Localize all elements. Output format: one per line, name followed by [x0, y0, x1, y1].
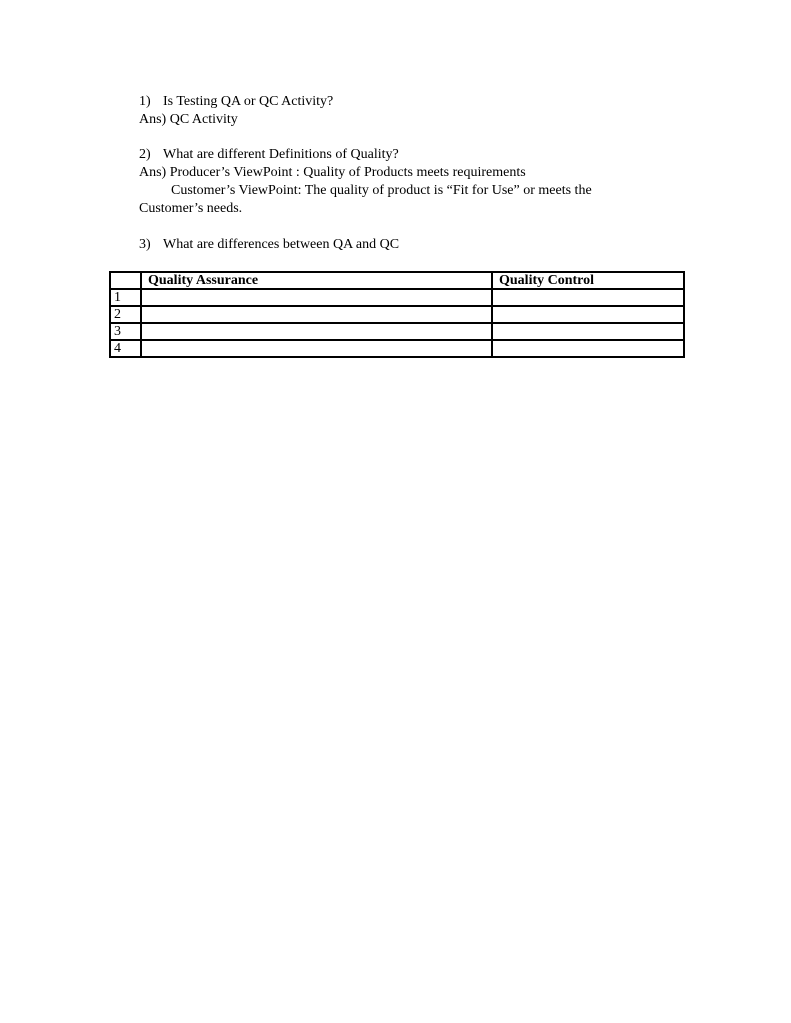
header-number-cell — [110, 272, 141, 289]
answer-2-line-1: Ans) Producer’s ViewPoint : Quality of Products meets requirements — [139, 165, 526, 180]
qa-cell — [141, 306, 492, 323]
qc-cell — [492, 306, 684, 323]
qc-cell — [492, 289, 684, 306]
question-2 — [139, 146, 399, 164]
question-1 — [139, 93, 333, 111]
qc-cell — [492, 340, 684, 357]
question-2-number: 2) — [139, 147, 151, 162]
row-number: 4 — [110, 340, 141, 357]
answer-2-line-3: Customer’s needs. — [139, 201, 243, 216]
table-header-row — [110, 272, 684, 289]
qa-cell — [141, 323, 492, 340]
question-2-text: What are different Definitions of Quality? — [163, 147, 399, 162]
qa-cell — [141, 289, 492, 306]
answer-1: Ans) QC Activity — [139, 112, 238, 127]
table-row — [110, 289, 684, 306]
answer-2-line-2: Customer’s ViewPoint: The quality of product is “Fit for Use” or meets the — [171, 183, 592, 198]
qa-cell — [141, 340, 492, 357]
question-3-number: 3) — [139, 237, 151, 252]
row-number: 2 — [110, 306, 141, 323]
table-row — [110, 323, 684, 340]
qc-cell — [492, 323, 684, 340]
table-row — [110, 340, 684, 357]
table-row — [110, 306, 684, 323]
row-number: 1 — [110, 289, 141, 306]
question-3 — [139, 236, 399, 254]
question-1-text: Is Testing QA or QC Activity? — [163, 94, 334, 109]
header-quality-control: Quality Control — [492, 272, 684, 289]
header-quality-assurance: Quality Assurance — [141, 272, 492, 289]
qa-qc-differences-table — [109, 271, 685, 358]
question-1-number: 1) — [139, 94, 151, 109]
question-3-text: What are differences between QA and QC — [163, 237, 400, 252]
row-number: 3 — [110, 323, 141, 340]
